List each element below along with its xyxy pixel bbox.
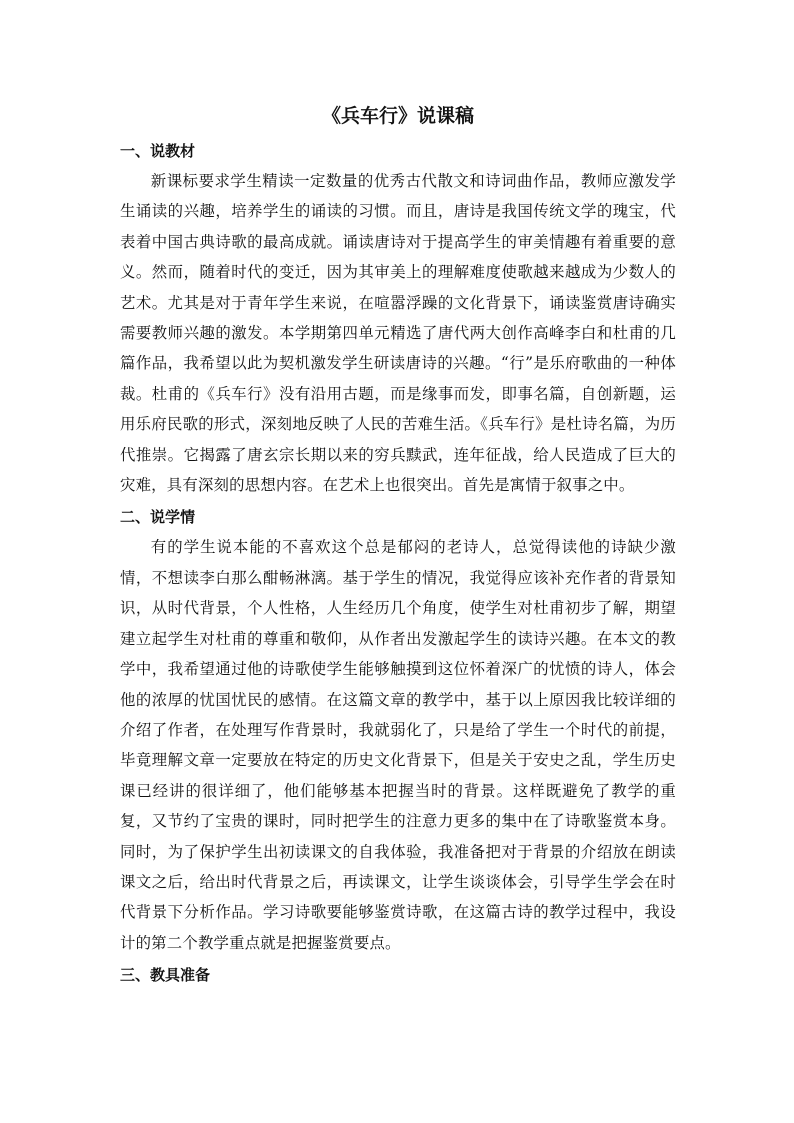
section-paragraph: 有的学生说本能的不喜欢这个总是郁闷的老诗人，总觉得读他的诗缺少激情，不想读李白那么酣畅淋漓。基于学生的情况，我觉得应该补充作者的背景知识，从时代背景，个人性格，人生经历几个角度，使学生对杜甫初步了解，期望建立起学生对杜甫的尊重和敬仰，从作者出发激起学生的读诗兴趣。在本文的教学中，我希望通过他的诗歌使学生能够触摸到这位怀着深广的忧愤的诗人，体会他的浓厚的忧国忧民的感情。在这篇文章的教学中，基于以上原因我比较详细的介绍了作者，在处理写作背景时，我就弱化了，只是给了学生一个时代的前提，毕竟理解文章一定要放在特定的历史文化背景下，但是关于安史之乱，学生历史课已经讲的很详细了，他们能够基本把握当时的背景。这样既避免了教学的重复，又节约了宝贵的课时，同时把学生的注意力更多的集中在了诗歌鉴赏本身。同时，为了保护学生出初读课文的自我体验，我准备把对于背景的介绍放在朗读课文之后，给出时代背景之后，再读课文，让学生谈谈体会，引导学生学会在时代背景下分析作品。学习诗歌要能够鉴赏诗歌，在这篇古诗的教学过程中，我设计的第二个教学重点就是把握鉴赏要点。 [120,538,676,952]
document-title: 《兵车行》说课稿 [321,105,474,127]
section-heading: 一、说教材 [120,142,196,160]
section-heading: 三、教具准备 [120,966,211,985]
section-teaching-aids [120,960,676,990]
section-heading: 二、说学情 [120,508,196,527]
section-student-analysis [120,502,676,958]
section-paragraph: 新课标要求学生精读一定数量的优秀古代散文和诗词曲作品，教师应激发学生诵读的兴趣，培养学生的诵读的习惯。而且，唐诗是我国传统文学的瑰宝，代表着中国古典诗歌的最高成就。诵读唐诗对于提高学生的审美情趣有着重要的意义。然而，随着时代的变迁，因为其审美上的理解难度使歌越来越成为少数人的艺术。尤其是对于青年学生来说，在喧嚣浮躁的文化背景下，诵读鉴赏唐诗确实需要教师兴趣的激发。本学期第四单元精选了唐代两大创作高峰李白和杜甫的几篇作品，我希望以此为契机激发学生研读唐诗的兴趣。“行”是乐府歌曲的一种体裁。杜甫的《兵车行》没有沿用古题，而是缘事而发，即事名篇，自创新题，运用乐府民歌的形式，深刻地反映了人民的苦难生活。《兵车行》是杜诗名篇，为历代推崇。它揭露了唐玄宗长期以来的穷兵黩武，连年征战，给人民造成了巨大的灾难，具有深刻的思想内容。在艺术上也很突出。首先是寓情于叙事之中。 [120,172,676,495]
section-teaching-material [120,136,676,500]
document-page [120,100,676,990]
